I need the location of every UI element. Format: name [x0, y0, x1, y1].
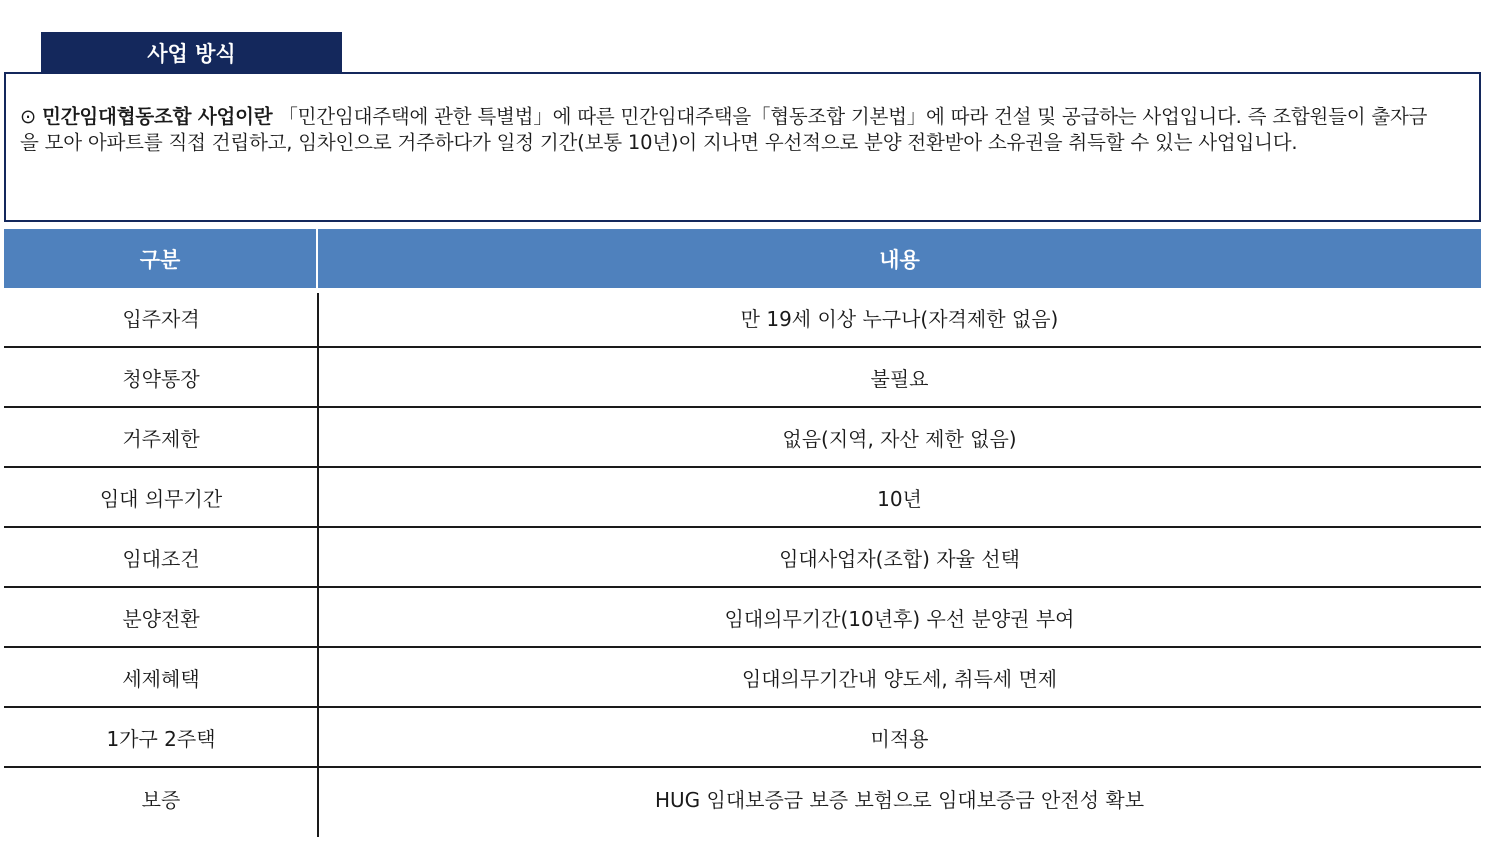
row-content: 불필요: [870, 366, 929, 391]
table-row: [4, 408, 1481, 468]
table-row: [4, 528, 1481, 588]
intro-paragraph: [20, 104, 1440, 156]
row-category: 임대조건: [122, 546, 200, 571]
table-row: [4, 588, 1481, 648]
row-content: 만 19세 이상 누구나(자격제한 없음): [740, 306, 1059, 331]
row-content: 임대의무기간내 양도세, 취득세 면제: [741, 666, 1058, 691]
row-content: 미적용: [870, 726, 929, 751]
table-row: [4, 468, 1481, 528]
row-category: 거주제한: [122, 426, 200, 451]
row-category: 분양전환: [122, 606, 200, 631]
intro-body: 「민간임대주택에 관한 특별법」에 따른 민간임대주택을「협동조합 기본법」에 따라 건설 및 공급하는 사업입니다. 즉 조합원들이 출자금을 모아 아파트를 직접 건립하고, 임차인으로 거주하다가 일정 기간(보통 10년)이 지나면 우선적으로 분양 전환받아 소유권을 취득할 수 있는 사업입니다.: [20, 105, 1428, 154]
table-body: [4, 288, 1481, 828]
row-content: 임대사업자(조합) 자율 선택: [779, 546, 1020, 571]
row-content: 없음(지역, 자산 제한 없음): [782, 426, 1017, 451]
table-row: [4, 708, 1481, 768]
bullet-icon: ⊙: [20, 105, 37, 128]
table-row: [4, 348, 1481, 408]
row-content: 임대의무기간(10년후) 우선 분양권 부여: [724, 606, 1075, 631]
row-category: 청약통장: [122, 366, 200, 391]
info-table: [4, 229, 1481, 828]
row-category: 보증: [141, 787, 181, 812]
row-content: HUG 임대보증금 보증 보험으로 임대보증금 안전성 확보: [654, 787, 1145, 812]
table-row: [4, 648, 1481, 708]
column-divider: [317, 293, 319, 837]
table-row: [4, 288, 1481, 348]
header-content: 내용: [879, 247, 920, 272]
row-category: 세제혜택: [122, 666, 200, 691]
row-content: 10년: [877, 486, 922, 511]
section-tab: 사업 방식: [41, 32, 342, 73]
intro-term: 민간임대협동조합 사업이란: [42, 105, 273, 128]
row-category: 입주자격: [122, 306, 200, 331]
row-category: 1가구 2주택: [106, 726, 216, 751]
table-header: [4, 229, 1481, 288]
header-category: 구분: [4, 229, 318, 288]
table-row: [4, 768, 1481, 828]
row-category: 임대 의무기간: [99, 486, 223, 511]
